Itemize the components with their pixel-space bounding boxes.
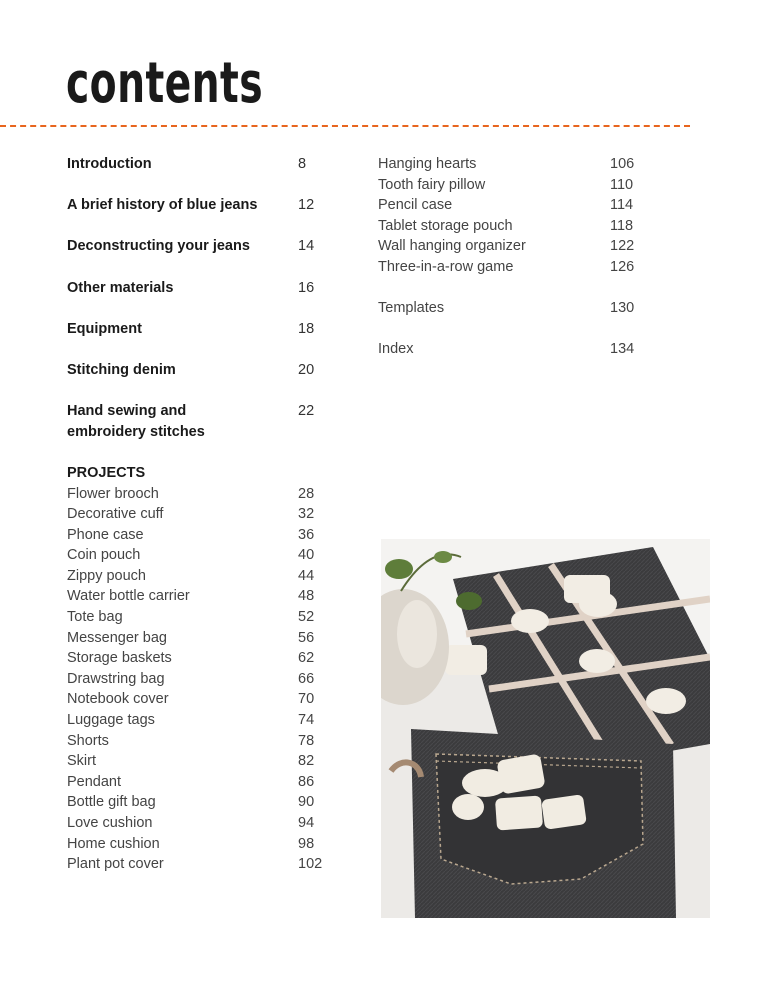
toc-entry-page: 82 [298, 753, 315, 770]
toc-entry-page: 98 [298, 835, 315, 852]
toc-entry-drawstring-bag[interactable] [67, 669, 327, 690]
toc-entry-label: Drawstring bag [67, 670, 165, 687]
toc-entry-history[interactable] [67, 195, 327, 216]
toc-entry-label: Three-in-a-row game [378, 258, 514, 275]
toc-entry-flower-brooch[interactable] [67, 484, 327, 505]
toc-entry-water-bottle-carrier[interactable] [67, 586, 327, 607]
toc-entry-page: 66 [298, 670, 315, 687]
toc-entry-label: Luggage tags [67, 712, 155, 729]
toc-entry-luggage-tags[interactable] [67, 710, 327, 731]
toc-entry-label: Equipment [67, 320, 142, 337]
toc-entry-label: Templates [378, 300, 445, 317]
denim-projects-photo [381, 539, 710, 918]
toc-entry-equipment[interactable] [67, 319, 327, 340]
toc-entry-storage-baskets[interactable] [67, 648, 327, 669]
toc-entry-label: Storage baskets [67, 650, 172, 667]
toc-entry-label: Plant pot cover [67, 856, 164, 873]
toc-entry-label: Deconstructing your jeans [67, 238, 250, 255]
toc-entry-page: 134 [610, 341, 635, 358]
toc-entry-other-materials[interactable] [67, 278, 327, 299]
toc-entry-page: 8 [298, 156, 307, 172]
toc-right-column [378, 154, 638, 360]
toc-entry-shorts[interactable] [67, 731, 327, 752]
toc-entry-page: 20 [298, 361, 315, 378]
toc-entry-label: Pendant [67, 773, 122, 790]
toc-entry-plant-pot-cover[interactable] [67, 854, 327, 875]
toc-entry-page: 40 [298, 547, 315, 564]
toc-entry-three-in-a-row-game[interactable] [378, 257, 638, 278]
toc-entry-page: 114 [610, 197, 634, 214]
toc-left-column [67, 154, 327, 875]
toc-entry-label: Decorative cuff [67, 506, 164, 523]
toc-entry-label: Home cushion [67, 835, 160, 852]
toc-entry-page: 14 [298, 238, 315, 255]
toc-entry-label: Tablet storage pouch [378, 217, 513, 234]
toc-entry-page: 86 [298, 773, 315, 790]
toc-entry-page: 62 [298, 650, 315, 667]
toc-entry-phone-case[interactable] [67, 525, 327, 546]
toc-entry-label: A brief history of blue jeans [67, 197, 258, 214]
toc-entry-page: 94 [298, 815, 315, 831]
toc-entry-label: Pencil case [378, 197, 453, 214]
toc-entry-page: 90 [298, 794, 315, 811]
toc-entry-page: 12 [298, 197, 315, 214]
toc-entry-page: 106 [610, 156, 635, 172]
toc-entry-skirt[interactable] [67, 751, 327, 772]
toc-entry-label: Bottle gift bag [67, 794, 156, 811]
toc-entry-label-line2: embroidery stitches [67, 423, 205, 440]
toc-entry-page: 48 [298, 588, 315, 605]
toc-entry-notebook-cover[interactable] [67, 689, 327, 710]
toc-entry-coin-pouch[interactable] [67, 545, 327, 566]
toc-entry-page: 22 [298, 403, 315, 420]
toc-entry-page: 32 [298, 506, 315, 523]
toc-entry-label: Tooth fairy pillow [378, 176, 486, 193]
toc-entry-page: 52 [298, 609, 315, 626]
toc-entry-label: Flower brooch [67, 485, 159, 502]
toc-entry-home-cushion[interactable] [67, 834, 327, 855]
toc-entry-label: Phone case [67, 526, 144, 543]
toc-entry-pencil-case[interactable] [378, 195, 638, 216]
toc-entry-label: Messenger bag [67, 629, 167, 646]
toc-entry-tote-bag[interactable] [67, 607, 327, 628]
toc-entry-templates[interactable] [378, 298, 638, 319]
toc-entry-bottle-gift-bag[interactable] [67, 792, 327, 813]
toc-entry-wall-hanging-organizer[interactable] [378, 236, 638, 257]
toc-entry-label: Hanging hearts [378, 156, 477, 172]
toc-entry-introduction[interactable] [67, 154, 327, 175]
toc-entry-label: Introduction [67, 156, 152, 172]
pocket-mat [391, 729, 676, 918]
toc-entry-decorative-cuff[interactable] [67, 504, 327, 525]
dashed-divider [0, 125, 690, 127]
toc-entry-label: Coin pouch [67, 547, 141, 564]
toc-entry-label: Zippy pouch [67, 567, 146, 584]
toc-entry-page: 16 [298, 279, 315, 296]
page-title: contents [66, 51, 264, 116]
toc-entry-label: Index [378, 341, 414, 358]
toc-entry-zippy-pouch[interactable] [67, 566, 327, 587]
toc-entry-page: 36 [298, 526, 315, 543]
toc-entry-hanging-hearts[interactable] [378, 154, 638, 175]
toc-entry-label: Tote bag [67, 609, 123, 626]
toc-entry-page: 122 [610, 238, 635, 255]
toc-entry-page: 130 [610, 300, 635, 317]
toc-entry-label: Shorts [67, 732, 109, 749]
toc-entry-page: 74 [298, 712, 315, 729]
toc-entry-label: Other materials [67, 279, 174, 296]
toc-entry-page: 44 [298, 567, 315, 584]
toc-entry-label: Notebook cover [67, 691, 169, 708]
toc-entry-tablet-storage-pouch[interactable] [378, 216, 638, 237]
photo-illustration [381, 539, 710, 918]
toc-entry-label: Love cushion [67, 815, 153, 831]
toc-entry-deconstructing[interactable] [67, 236, 327, 257]
toc-entry-label: Stitching denim [67, 361, 176, 378]
toc-entry-label: Water bottle carrier [67, 588, 190, 605]
projects-list-continued [378, 154, 638, 278]
toc-entry-messenger-bag[interactable] [67, 628, 327, 649]
toc-entry-label: Wall hanging organizer [378, 238, 526, 255]
toc-entry-stitching-denim[interactable] [67, 360, 327, 381]
projects-heading: PROJECTS [67, 464, 146, 481]
toc-entry-page: 118 [610, 217, 634, 234]
toc-entry-label-line1: Hand sewing and [67, 403, 187, 420]
toc-entry-page: 126 [610, 258, 635, 275]
toc-entry-hand-sewing[interactable] [67, 401, 327, 442]
toc-entry-page: 110 [610, 176, 634, 193]
toc-entry-page: 70 [298, 691, 315, 708]
toc-entry-index[interactable] [378, 339, 638, 360]
toc-entry-page: 56 [298, 629, 315, 646]
toc-entry-page: 102 [298, 856, 323, 873]
projects-list [67, 484, 327, 875]
toc-entry-page: 78 [298, 732, 315, 749]
toc-entry-label [67, 401, 205, 442]
toc-entry-label: Skirt [67, 753, 96, 770]
toc-entry-pendant[interactable] [67, 772, 327, 793]
toc-entry-page: 28 [298, 485, 315, 502]
toc-entry-tooth-fairy-pillow[interactable] [378, 175, 638, 196]
toc-entry-love-cushion[interactable] [67, 813, 327, 834]
toc-entry-page: 18 [298, 320, 315, 337]
